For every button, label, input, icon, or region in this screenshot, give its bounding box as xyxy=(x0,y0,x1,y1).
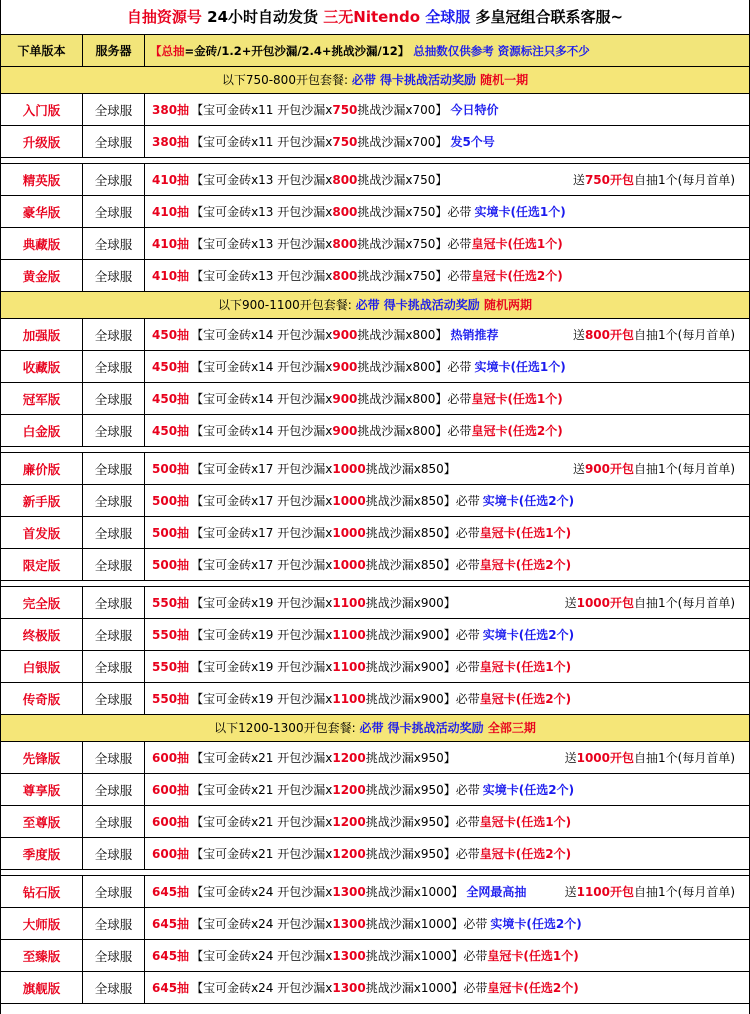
gift-suffix: 自抽1个(每月首单) xyxy=(634,328,735,342)
version-name: 典藏版 xyxy=(1,228,83,259)
server-name: 全球服 xyxy=(83,196,145,227)
table-row[interactable] xyxy=(1,742,749,774)
pack-hourglass: 750 xyxy=(332,134,358,149)
server-name: 全球服 xyxy=(83,517,145,548)
table-row[interactable] xyxy=(1,415,749,447)
package-details xyxy=(145,742,749,773)
header-version: 下单版本 xyxy=(1,35,83,66)
version-name: 先锋版 xyxy=(1,742,83,773)
server-name: 全球服 xyxy=(83,485,145,516)
gift-value: 1000开包 xyxy=(576,751,634,765)
draw-count: 600抽 xyxy=(152,783,190,797)
server-name: 全球服 xyxy=(83,742,145,773)
table-row[interactable] xyxy=(1,838,749,870)
table-row[interactable] xyxy=(1,383,749,415)
version-name: 限定版 xyxy=(1,549,83,580)
table-row[interactable] xyxy=(1,260,749,292)
draw-count: 500抽 xyxy=(152,558,190,572)
server-name: 全球服 xyxy=(83,806,145,837)
version-name: 完全版 xyxy=(1,587,83,618)
resource-text-pre: 【宝可金砖x14 开包沙漏x xyxy=(191,392,333,406)
gift-info xyxy=(565,876,735,907)
resource-text-pre: 【宝可金砖x17 开包沙漏x xyxy=(191,558,333,572)
pack-hourglass: 800 xyxy=(332,236,358,251)
package-details xyxy=(145,806,749,837)
resource-text-pre: 【宝可金砖x14 开包沙漏x xyxy=(191,360,333,374)
table-row[interactable] xyxy=(1,228,749,260)
section-header xyxy=(1,715,749,742)
resource-text-pre: 【宝可金砖x19 开包沙漏x xyxy=(191,628,333,642)
table-row[interactable] xyxy=(1,453,749,485)
resource-text-pre: 【宝可金砖x14 开包沙漏x xyxy=(191,424,333,438)
server-name: 全球服 xyxy=(83,415,145,446)
table-row[interactable] xyxy=(1,806,749,838)
title-part-1: 自抽资源号 xyxy=(126,8,202,26)
header-formula-start: 【总抽 xyxy=(150,43,185,58)
package-details xyxy=(145,415,749,446)
server-name: 全球服 xyxy=(83,164,145,195)
version-name: 精英版 xyxy=(1,164,83,195)
package-details xyxy=(145,940,749,971)
package-details xyxy=(145,651,749,682)
resource-text-pre: 【宝可金砖x17 开包沙漏x xyxy=(191,526,333,540)
server-name: 全球服 xyxy=(83,838,145,869)
draw-count: 645抽 xyxy=(152,885,190,899)
section-header xyxy=(1,67,749,94)
section-prefix: 以下900-1100开包套餐: xyxy=(217,298,356,312)
package-note: 全网最高抽 xyxy=(466,885,527,899)
package-details xyxy=(145,517,749,548)
draw-count: 410抽 xyxy=(152,173,190,187)
pack-hourglass: 1300 xyxy=(332,948,366,963)
section-prefix: 以下750-800开包套餐: xyxy=(221,73,352,87)
package-details xyxy=(145,383,749,414)
header-formula xyxy=(145,35,749,66)
package-details xyxy=(145,683,749,714)
version-name: 升级版 xyxy=(1,126,83,157)
section-bonus: 必带 得卡挑战活动奖励 xyxy=(351,73,476,87)
resource-text-pre: 【宝可金砖x19 开包沙漏x xyxy=(191,596,333,610)
package-note: 发5个号 xyxy=(450,135,495,149)
draw-count: 645抽 xyxy=(152,981,190,995)
resource-text-post: 挑战沙漏x800】必带 xyxy=(357,360,472,374)
gift-prefix: 送 xyxy=(564,885,577,899)
resource-text-pre: 【宝可金砖x13 开包沙漏x xyxy=(191,173,333,187)
title-part-3: 三无Nitendo xyxy=(323,8,421,26)
package-note: 皇冠卡(任选1个) xyxy=(479,660,572,674)
version-name: 传奇版 xyxy=(1,683,83,714)
pack-hourglass: 1100 xyxy=(332,595,366,610)
pack-hourglass: 1000 xyxy=(332,525,366,540)
server-name: 全球服 xyxy=(83,319,145,350)
resource-text-post: 挑战沙漏x850】 xyxy=(365,462,456,476)
resource-text-post: 挑战沙漏x750】必带 xyxy=(357,237,472,251)
package-details xyxy=(145,94,749,125)
package-details xyxy=(145,972,749,1003)
resource-text-post: 挑战沙漏x900】必带 xyxy=(365,692,480,706)
version-name: 尊享版 xyxy=(1,774,83,805)
table-row[interactable] xyxy=(1,908,749,940)
section-period: 随机两期 xyxy=(479,298,532,312)
resource-text-post: 挑战沙漏x950】必带 xyxy=(365,847,480,861)
resource-text-post: 挑战沙漏x1000】必带 xyxy=(365,949,488,963)
title-part-2: 24小时自动发货 xyxy=(201,8,324,26)
server-name: 全球服 xyxy=(83,383,145,414)
package-note: 皇冠卡(任选2个) xyxy=(479,558,572,572)
package-details xyxy=(145,908,749,939)
resource-text-post: 挑战沙漏x750】必带 xyxy=(357,269,472,283)
pack-hourglass: 900 xyxy=(332,359,358,374)
table-row[interactable] xyxy=(1,94,749,126)
version-name: 收藏版 xyxy=(1,351,83,382)
server-name: 全球服 xyxy=(83,587,145,618)
table-header xyxy=(1,35,749,67)
page-title xyxy=(1,0,749,35)
server-name: 全球服 xyxy=(83,619,145,650)
package-note: 皇冠卡(任选2个) xyxy=(471,269,563,283)
version-name: 豪华版 xyxy=(1,196,83,227)
package-details xyxy=(145,587,749,618)
package-details xyxy=(145,196,749,227)
resource-text-pre: 【宝可金砖x14 开包沙漏x xyxy=(191,328,333,342)
pack-hourglass: 1100 xyxy=(332,659,366,674)
package-details xyxy=(145,485,749,516)
gift-prefix: 送 xyxy=(564,596,577,610)
pack-hourglass: 800 xyxy=(332,268,358,283)
package-details xyxy=(145,549,749,580)
version-name: 至尊版 xyxy=(1,806,83,837)
draw-count: 380抽 xyxy=(152,135,190,149)
pack-hourglass: 800 xyxy=(332,172,358,187)
server-name: 全球服 xyxy=(83,228,145,259)
server-name: 全球服 xyxy=(83,774,145,805)
table-row[interactable] xyxy=(1,587,749,619)
version-name: 钻石版 xyxy=(1,876,83,907)
draw-count: 450抽 xyxy=(152,424,190,438)
gift-suffix: 自抽1个(每月首单) xyxy=(634,596,735,610)
package-details xyxy=(145,351,749,382)
table-row[interactable] xyxy=(1,485,749,517)
version-name: 冠军版 xyxy=(1,383,83,414)
package-note: 实境卡(任选2个) xyxy=(482,494,575,508)
table-row[interactable] xyxy=(1,972,749,1004)
package-note: 皇冠卡(任选1个) xyxy=(487,949,579,963)
package-note: 实境卡(任选2个) xyxy=(490,917,582,931)
resource-text-post: 挑战沙漏x800】必带 xyxy=(357,424,472,438)
resource-text-pre: 【宝可金砖x13 开包沙漏x xyxy=(191,205,333,219)
gift-value: 1100开包 xyxy=(576,885,634,899)
resource-text-pre: 【宝可金砖x19 开包沙漏x xyxy=(191,660,333,674)
gift-value: 1000开包 xyxy=(576,596,634,610)
title-part-5: 多皇冠组合联系客服~ xyxy=(475,8,624,26)
gift-prefix: 送 xyxy=(572,328,585,342)
draw-count: 645抽 xyxy=(152,949,190,963)
draw-count: 410抽 xyxy=(152,237,190,251)
package-note: 实境卡(任选1个) xyxy=(474,360,566,374)
server-name: 全球服 xyxy=(83,651,145,682)
package-note: 皇冠卡(任选1个) xyxy=(471,392,563,406)
gift-suffix: 自抽1个(每月首单) xyxy=(634,751,735,765)
version-name: 黄金版 xyxy=(1,260,83,291)
package-note: 热销推荐 xyxy=(450,328,499,342)
resource-text-pre: 【宝可金砖x17 开包沙漏x xyxy=(191,494,333,508)
server-name: 全球服 xyxy=(83,683,145,714)
server-name: 全球服 xyxy=(83,972,145,1003)
package-details xyxy=(145,774,749,805)
resource-text-pre: 【宝可金砖x11 开包沙漏x xyxy=(191,135,333,149)
resource-text-post: 挑战沙漏x1000】 xyxy=(365,885,464,899)
draw-count: 600抽 xyxy=(152,815,190,829)
server-name: 全球服 xyxy=(83,94,145,125)
draw-count: 450抽 xyxy=(152,392,190,406)
version-name: 终极版 xyxy=(1,619,83,650)
version-name: 季度版 xyxy=(1,838,83,869)
table-row[interactable] xyxy=(1,196,749,228)
draw-count: 645抽 xyxy=(152,917,190,931)
server-name: 全球服 xyxy=(83,940,145,971)
version-name: 白银版 xyxy=(1,651,83,682)
version-name: 入门版 xyxy=(1,94,83,125)
resource-text-post: 挑战沙漏x1000】必带 xyxy=(365,981,488,995)
section-period: 随机一期 xyxy=(476,73,529,87)
draw-count: 550抽 xyxy=(152,628,190,642)
version-name: 白金版 xyxy=(1,415,83,446)
section-period: 全部三期 xyxy=(483,721,536,735)
package-details xyxy=(145,260,749,291)
pack-hourglass: 1300 xyxy=(332,916,366,931)
version-name: 加强版 xyxy=(1,319,83,350)
resource-text-pre: 【宝可金砖x21 开包沙漏x xyxy=(191,815,333,829)
resource-text-post: 挑战沙漏x750】 xyxy=(357,173,448,187)
resource-text-pre: 【宝可金砖x19 开包沙漏x xyxy=(191,692,333,706)
table-row[interactable] xyxy=(1,619,749,651)
section-bonus: 必带 得卡挑战活动奖励 xyxy=(355,298,480,312)
table-row[interactable] xyxy=(1,164,749,196)
gift-value: 900开包 xyxy=(584,462,634,476)
server-name: 全球服 xyxy=(83,549,145,580)
pack-hourglass: 1300 xyxy=(332,980,366,995)
resource-text-post: 挑战沙漏x700】 xyxy=(357,135,448,149)
gift-info xyxy=(573,453,735,484)
pack-hourglass: 1100 xyxy=(332,691,366,706)
version-name: 新手版 xyxy=(1,485,83,516)
resource-text-post: 挑战沙漏x950】 xyxy=(365,751,456,765)
version-name: 大师版 xyxy=(1,908,83,939)
server-name: 全球服 xyxy=(83,876,145,907)
resource-text-pre: 【宝可金砖x24 开包沙漏x xyxy=(191,885,333,899)
resource-text-pre: 【宝可金砖x11 开包沙漏x xyxy=(191,103,333,117)
pack-hourglass: 900 xyxy=(332,327,358,342)
package-details xyxy=(145,164,749,195)
header-formula-body: =金砖/1.2+开包沙漏/2.4+挑战沙漏/12】 xyxy=(184,43,410,58)
package-details xyxy=(145,876,749,907)
draw-count: 450抽 xyxy=(152,328,190,342)
resource-text-post: 挑战沙漏x900】必带 xyxy=(365,628,480,642)
pack-hourglass: 1300 xyxy=(332,884,366,899)
gift-prefix: 送 xyxy=(572,173,585,187)
pack-hourglass: 1100 xyxy=(332,627,366,642)
header-formula-note: 总抽数仅供参考 资源标注只多不少 xyxy=(413,43,590,58)
table-row[interactable] xyxy=(1,651,749,683)
pack-hourglass: 1000 xyxy=(332,461,366,476)
pack-hourglass: 1200 xyxy=(332,782,366,797)
server-name: 全球服 xyxy=(83,260,145,291)
server-name: 全球服 xyxy=(83,453,145,484)
table-row[interactable] xyxy=(1,517,749,549)
resource-text-post: 挑战沙漏x1000】必带 xyxy=(365,917,488,931)
resource-text-post: 挑战沙漏x850】必带 xyxy=(365,558,480,572)
version-name: 至臻版 xyxy=(1,940,83,971)
table-row[interactable] xyxy=(1,319,749,351)
pack-hourglass: 900 xyxy=(332,423,358,438)
resource-text-post: 挑战沙漏x850】必带 xyxy=(365,494,480,508)
package-details xyxy=(145,453,749,484)
package-details xyxy=(145,319,749,350)
package-note: 皇冠卡(任选1个) xyxy=(471,237,563,251)
package-note: 皇冠卡(任选1个) xyxy=(479,526,572,540)
server-name: 全球服 xyxy=(83,351,145,382)
draw-count: 550抽 xyxy=(152,660,190,674)
resource-text-post: 挑战沙漏x900】必带 xyxy=(365,660,480,674)
pack-hourglass: 1000 xyxy=(332,493,366,508)
package-note: 皇冠卡(任选1个) xyxy=(479,815,572,829)
gift-value: 800开包 xyxy=(584,328,634,342)
gift-value: 750开包 xyxy=(584,173,634,187)
table-row[interactable] xyxy=(1,940,749,972)
pack-hourglass: 750 xyxy=(332,102,358,117)
gift-prefix: 送 xyxy=(572,462,585,476)
table-row[interactable] xyxy=(1,683,749,715)
resource-text-pre: 【宝可金砖x21 开包沙漏x xyxy=(191,751,333,765)
draw-count: 380抽 xyxy=(152,103,190,117)
gift-suffix: 自抽1个(每月首单) xyxy=(634,173,735,187)
gift-info xyxy=(573,319,735,350)
gift-suffix: 自抽1个(每月首单) xyxy=(634,885,735,899)
package-details xyxy=(145,838,749,869)
resource-text-pre: 【宝可金砖x13 开包沙漏x xyxy=(191,237,333,251)
section-bonus: 必带 得卡挑战活动奖励 xyxy=(359,721,484,735)
resource-text-post: 挑战沙漏x800】必带 xyxy=(357,392,472,406)
resource-text-pre: 【宝可金砖x24 开包沙漏x xyxy=(191,917,333,931)
resource-text-pre: 【宝可金砖x24 开包沙漏x xyxy=(191,981,333,995)
resource-text-post: 挑战沙漏x950】必带 xyxy=(365,815,480,829)
resource-text-post: 挑战沙漏x700】 xyxy=(357,103,448,117)
package-note: 皇冠卡(任选2个) xyxy=(479,692,572,706)
resource-text-post: 挑战沙漏x800】 xyxy=(357,328,448,342)
table-row[interactable] xyxy=(1,876,749,908)
package-note: 皇冠卡(任选2个) xyxy=(487,981,579,995)
table-row[interactable] xyxy=(1,774,749,806)
pack-hourglass: 1200 xyxy=(332,814,366,829)
draw-count: 450抽 xyxy=(152,360,190,374)
draw-count: 410抽 xyxy=(152,205,190,219)
draw-count: 500抽 xyxy=(152,494,190,508)
draw-count: 550抽 xyxy=(152,596,190,610)
header-server: 服务器 xyxy=(83,35,145,66)
package-details xyxy=(145,228,749,259)
draw-count: 600抽 xyxy=(152,751,190,765)
package-details xyxy=(145,619,749,650)
table-row[interactable] xyxy=(1,126,749,158)
draw-count: 410抽 xyxy=(152,269,190,283)
resource-text-post: 挑战沙漏x850】必带 xyxy=(365,526,480,540)
package-note: 今日特价 xyxy=(450,103,499,117)
draw-count: 500抽 xyxy=(152,526,190,540)
table-row[interactable] xyxy=(1,549,749,581)
table-row[interactable] xyxy=(1,351,749,383)
package-note: 实境卡(任选2个) xyxy=(482,628,575,642)
gift-info xyxy=(565,587,735,618)
server-name: 全球服 xyxy=(83,908,145,939)
server-name: 全球服 xyxy=(83,126,145,157)
section-prefix: 以下1200-1300开包套餐: xyxy=(214,721,360,735)
draw-count: 500抽 xyxy=(152,462,190,476)
resource-text-pre: 【宝可金砖x24 开包沙漏x xyxy=(191,949,333,963)
pack-hourglass: 900 xyxy=(332,391,358,406)
gift-suffix: 自抽1个(每月首单) xyxy=(634,462,735,476)
package-details xyxy=(145,126,749,157)
gift-info xyxy=(573,164,735,195)
pack-hourglass: 1000 xyxy=(332,557,366,572)
gift-prefix: 送 xyxy=(564,751,577,765)
package-note: 实境卡(任选1个) xyxy=(474,205,566,219)
package-note: 皇冠卡(任选2个) xyxy=(479,847,572,861)
pack-hourglass: 800 xyxy=(332,204,358,219)
section-header xyxy=(1,292,749,319)
title-part-4: 全球服 xyxy=(420,8,476,26)
package-note: 实境卡(任选2个) xyxy=(482,783,575,797)
resource-text-pre: 【宝可金砖x17 开包沙漏x xyxy=(191,462,333,476)
draw-count: 600抽 xyxy=(152,847,190,861)
resource-text-pre: 【宝可金砖x21 开包沙漏x xyxy=(191,847,333,861)
resource-text-post: 挑战沙漏x950】必带 xyxy=(365,783,480,797)
resource-text-post: 挑战沙漏x750】必带 xyxy=(357,205,472,219)
gift-info xyxy=(565,742,735,773)
pack-hourglass: 1200 xyxy=(332,846,366,861)
pack-hourglass: 1200 xyxy=(332,750,366,765)
package-note: 皇冠卡(任选2个) xyxy=(471,424,563,438)
draw-count: 550抽 xyxy=(152,692,190,706)
version-name: 廉价版 xyxy=(1,453,83,484)
resource-text-pre: 【宝可金砖x21 开包沙漏x xyxy=(191,783,333,797)
version-name: 旗舰版 xyxy=(1,972,83,1003)
resource-text-post: 挑战沙漏x900】 xyxy=(365,596,456,610)
resource-text-pre: 【宝可金砖x13 开包沙漏x xyxy=(191,269,333,283)
table-body xyxy=(1,67,749,1004)
version-name: 首发版 xyxy=(1,517,83,548)
